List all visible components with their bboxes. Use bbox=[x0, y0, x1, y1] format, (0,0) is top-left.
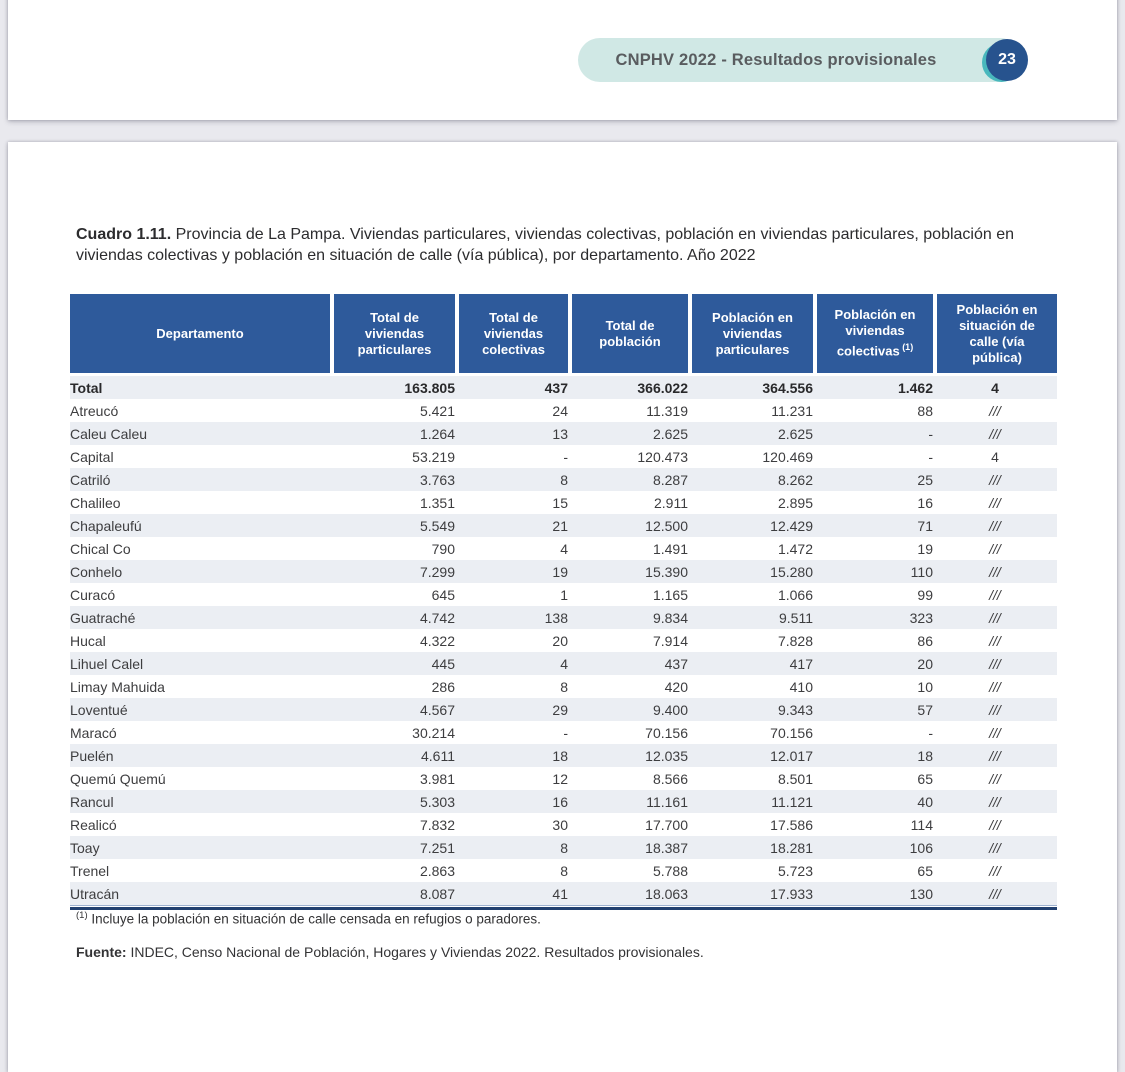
department-cell: Maracó bbox=[70, 724, 117, 741]
value-cell: /// bbox=[989, 540, 1001, 557]
value-cell: 5.788 bbox=[652, 862, 688, 879]
value-cell: 21 bbox=[552, 517, 568, 534]
column-header: Departamento bbox=[70, 294, 330, 376]
value-cell: 114 bbox=[910, 816, 933, 833]
value-cell: 4.322 bbox=[419, 632, 455, 649]
value-cell: 4 bbox=[991, 448, 999, 465]
document-page-top bbox=[8, 0, 1117, 120]
department-cell: Trenel bbox=[70, 862, 110, 879]
department-cell: Catriló bbox=[70, 471, 111, 488]
value-cell: /// bbox=[989, 678, 1001, 695]
value-cell: 41 bbox=[552, 885, 568, 902]
value-cell: 15.280 bbox=[770, 563, 813, 580]
value-cell: 18.387 bbox=[645, 839, 688, 856]
value-cell: /// bbox=[989, 517, 1001, 534]
department-cell: Caleu Caleu bbox=[70, 425, 148, 442]
department-cell: Chalileo bbox=[70, 494, 121, 511]
value-cell: 30 bbox=[552, 816, 568, 833]
table-row bbox=[70, 537, 1057, 560]
department-cell: Hucal bbox=[70, 632, 106, 649]
report-banner bbox=[578, 38, 1022, 82]
value-cell: 445 bbox=[431, 655, 455, 672]
value-cell: 13 bbox=[552, 425, 568, 442]
value-cell: 1.472 bbox=[777, 540, 813, 557]
value-cell: 286 bbox=[431, 678, 455, 695]
value-cell: 16 bbox=[917, 494, 933, 511]
column-header: Población en situación de calle (vía pública) bbox=[933, 294, 1057, 376]
department-cell: Capital bbox=[70, 448, 114, 465]
table-header-row bbox=[70, 294, 1057, 376]
value-cell: 7.299 bbox=[419, 563, 455, 580]
value-cell: /// bbox=[989, 839, 1001, 856]
value-cell: - bbox=[928, 448, 933, 465]
value-cell: 25 bbox=[917, 471, 933, 488]
value-cell: /// bbox=[989, 885, 1001, 902]
value-cell: 18.063 bbox=[645, 885, 688, 902]
value-cell: 1.351 bbox=[419, 494, 455, 511]
value-cell: 106 bbox=[909, 839, 933, 856]
table-row bbox=[70, 560, 1057, 583]
value-cell: 323 bbox=[909, 609, 933, 626]
value-cell: 11.319 bbox=[646, 402, 688, 419]
footnote-marker: (1) bbox=[76, 910, 88, 921]
value-cell: 4 bbox=[991, 379, 999, 396]
value-cell: 19 bbox=[917, 540, 933, 557]
value-cell: 71 bbox=[917, 517, 933, 534]
column-header: Total de viviendas particulares bbox=[330, 294, 455, 376]
department-cell: Conhelo bbox=[70, 563, 123, 580]
banner-title: CNPHV 2022 - Resultados provisionales bbox=[615, 50, 937, 69]
table-caption bbox=[76, 224, 1068, 266]
department-cell: Lihuel Calel bbox=[70, 655, 144, 672]
value-cell: 17.586 bbox=[770, 816, 813, 833]
value-cell: 8.087 bbox=[419, 885, 455, 902]
value-cell: 2.911 bbox=[654, 494, 688, 511]
table-caption-text: Provincia de La Pampa. Viviendas particulares, viviendas colectivas, población en viviendas particulares, población en viviendas colectivas y población en situación de calle (vía pública), por departamento. Año 2022 bbox=[76, 226, 1015, 264]
value-cell: 88 bbox=[917, 402, 933, 419]
value-cell: 4.611 bbox=[421, 747, 455, 764]
table-row bbox=[70, 882, 1057, 905]
value-cell: /// bbox=[989, 494, 1001, 511]
value-cell: 5.723 bbox=[777, 862, 813, 879]
value-cell: 3.981 bbox=[419, 770, 455, 787]
value-cell: 163.805 bbox=[404, 379, 455, 396]
value-cell: 15 bbox=[552, 494, 568, 511]
value-cell: 366.022 bbox=[637, 379, 688, 396]
value-cell: 2.895 bbox=[777, 494, 813, 511]
table-row bbox=[70, 514, 1057, 537]
value-cell: 9.343 bbox=[777, 701, 813, 718]
value-cell: 5.303 bbox=[419, 793, 455, 810]
value-cell: 645 bbox=[431, 586, 455, 603]
department-cell: Loventué bbox=[70, 701, 128, 718]
census-table bbox=[70, 294, 1057, 910]
value-cell: 5.549 bbox=[419, 517, 455, 534]
value-cell: 30.214 bbox=[412, 724, 455, 741]
department-cell: Puelén bbox=[70, 747, 114, 764]
column-header: Población en viviendas particulares bbox=[688, 294, 813, 376]
source-text: INDEC, Censo Nacional de Población, Hogares y Viviendas 2022. Resultados provisionales. bbox=[126, 944, 704, 960]
value-cell: 7.914 bbox=[652, 632, 688, 649]
value-cell: /// bbox=[989, 471, 1001, 488]
page-number: 23 bbox=[986, 39, 1028, 81]
value-cell: - bbox=[563, 724, 568, 741]
value-cell: 5.421 bbox=[419, 402, 455, 419]
value-cell: 110 bbox=[910, 563, 933, 580]
value-cell: 1.066 bbox=[777, 586, 813, 603]
table-row bbox=[70, 629, 1057, 652]
value-cell: 8 bbox=[560, 839, 568, 856]
table-row bbox=[70, 606, 1057, 629]
value-cell: 9.400 bbox=[652, 701, 688, 718]
value-cell: - bbox=[563, 448, 568, 465]
value-cell: 2.625 bbox=[777, 425, 813, 442]
table-row bbox=[70, 399, 1057, 422]
value-cell: 8 bbox=[560, 862, 568, 879]
value-cell: 18 bbox=[917, 747, 933, 764]
value-cell: 3.763 bbox=[419, 471, 455, 488]
value-cell: 4 bbox=[560, 655, 568, 672]
value-cell: 11.161 bbox=[646, 793, 688, 810]
department-cell: Limay Mahuida bbox=[70, 678, 165, 695]
value-cell: 11.231 bbox=[771, 402, 813, 419]
value-cell: 65 bbox=[917, 862, 933, 879]
value-cell: 11.121 bbox=[771, 793, 813, 810]
department-cell: Realicó bbox=[70, 816, 117, 833]
value-cell: 8.287 bbox=[652, 471, 688, 488]
value-cell: 437 bbox=[664, 655, 688, 672]
table-row bbox=[70, 445, 1057, 468]
value-cell: 7.828 bbox=[777, 632, 813, 649]
table-row bbox=[70, 767, 1057, 790]
value-cell: 1.491 bbox=[652, 540, 688, 557]
footnote bbox=[76, 910, 541, 927]
value-cell: 29 bbox=[552, 701, 568, 718]
table-row bbox=[70, 675, 1057, 698]
table-row bbox=[70, 721, 1057, 744]
value-cell: 7.832 bbox=[419, 816, 455, 833]
value-cell: /// bbox=[989, 816, 1001, 833]
value-cell: 1.165 bbox=[652, 586, 688, 603]
document-page-main bbox=[8, 142, 1117, 1072]
table-row bbox=[70, 836, 1057, 859]
value-cell: 420 bbox=[664, 678, 688, 695]
value-cell: 120.473 bbox=[637, 448, 688, 465]
department-cell: Guatraché bbox=[70, 609, 136, 626]
value-cell: 99 bbox=[917, 586, 933, 603]
table-row bbox=[70, 468, 1057, 491]
column-header: Total de viviendas colectivas bbox=[455, 294, 568, 376]
department-cell: Rancul bbox=[70, 793, 114, 810]
value-cell: 1.264 bbox=[419, 425, 455, 442]
value-cell: 417 bbox=[789, 655, 813, 672]
value-cell: 18.281 bbox=[770, 839, 813, 856]
value-cell: 120.469 bbox=[762, 448, 813, 465]
value-cell: 2.625 bbox=[652, 425, 688, 442]
value-cell: 17.700 bbox=[645, 816, 688, 833]
value-cell: 4.567 bbox=[419, 701, 455, 718]
value-cell: 130 bbox=[909, 885, 933, 902]
value-cell: /// bbox=[989, 632, 1001, 649]
column-header: Total de población bbox=[568, 294, 688, 376]
value-cell: /// bbox=[989, 770, 1001, 787]
value-cell: 57 bbox=[917, 701, 933, 718]
value-cell: /// bbox=[989, 586, 1001, 603]
value-cell: /// bbox=[989, 862, 1001, 879]
value-cell: 364.556 bbox=[762, 379, 813, 396]
table-caption-number: Cuadro 1.11. bbox=[76, 226, 172, 243]
footnote-text: Incluye la población en situación de calle censada en refugios o paradores. bbox=[87, 911, 541, 927]
value-cell: 24 bbox=[552, 402, 568, 419]
value-cell: 12.017 bbox=[770, 747, 813, 764]
value-cell: /// bbox=[989, 563, 1001, 580]
value-cell: /// bbox=[989, 425, 1001, 442]
value-cell: 53.219 bbox=[412, 448, 455, 465]
table-row bbox=[70, 790, 1057, 813]
value-cell: 15.390 bbox=[645, 563, 688, 580]
value-cell: 10 bbox=[917, 678, 933, 695]
value-cell: /// bbox=[989, 747, 1001, 764]
value-cell: 86 bbox=[917, 632, 933, 649]
value-cell: 20 bbox=[917, 655, 933, 672]
value-cell: 17.933 bbox=[770, 885, 813, 902]
department-cell: Chical Co bbox=[70, 540, 131, 557]
value-cell: /// bbox=[989, 609, 1001, 626]
value-cell: 4 bbox=[560, 540, 568, 557]
value-cell: 9.834 bbox=[652, 609, 688, 626]
table-row bbox=[70, 491, 1057, 514]
value-cell: 8.501 bbox=[777, 770, 813, 787]
department-cell: Quemú Quemú bbox=[70, 770, 166, 787]
value-cell: 8 bbox=[560, 471, 568, 488]
value-cell: 12.500 bbox=[645, 517, 688, 534]
value-cell: 20 bbox=[552, 632, 568, 649]
value-cell: 70.156 bbox=[770, 724, 813, 741]
value-cell: - bbox=[928, 425, 933, 442]
value-cell: 12.429 bbox=[770, 517, 813, 534]
value-cell: 437 bbox=[544, 379, 568, 396]
value-cell: 138 bbox=[544, 609, 568, 626]
value-cell: 8 bbox=[560, 678, 568, 695]
value-cell: 18 bbox=[552, 747, 568, 764]
value-cell: 16 bbox=[552, 793, 568, 810]
page-number-badge bbox=[982, 38, 1028, 83]
value-cell: /// bbox=[989, 701, 1001, 718]
table-row bbox=[70, 859, 1057, 882]
value-cell: 12.035 bbox=[645, 747, 688, 764]
source-line bbox=[76, 944, 704, 960]
table-row bbox=[70, 698, 1057, 721]
value-cell: 790 bbox=[431, 540, 455, 557]
department-cell: Toay bbox=[70, 839, 100, 856]
value-cell: 7.251 bbox=[419, 839, 455, 856]
source-label: Fuente: bbox=[76, 944, 127, 960]
value-cell: /// bbox=[989, 655, 1001, 672]
table-row bbox=[70, 744, 1057, 767]
value-cell: 8.262 bbox=[777, 471, 813, 488]
value-cell: /// bbox=[989, 793, 1001, 810]
department-cell: Utracán bbox=[70, 885, 120, 902]
value-cell: 70.156 bbox=[645, 724, 688, 741]
value-cell: 65 bbox=[917, 770, 933, 787]
value-cell: 2.863 bbox=[419, 862, 455, 879]
table-row bbox=[70, 376, 1057, 399]
column-header: Población en viviendas colectivas $^{(1)}$ bbox=[813, 294, 933, 376]
value-cell: 4.742 bbox=[419, 609, 455, 626]
value-cell: /// bbox=[989, 402, 1001, 419]
value-cell: 8.566 bbox=[652, 770, 688, 787]
value-cell: /// bbox=[989, 724, 1001, 741]
table-row bbox=[70, 422, 1057, 445]
value-cell: 40 bbox=[917, 793, 933, 810]
department-cell: Atreucó bbox=[70, 402, 119, 419]
department-cell: Curacó bbox=[70, 586, 116, 603]
table-row bbox=[70, 583, 1057, 606]
department-cell: Chapaleufú bbox=[70, 517, 142, 534]
value-cell: 19 bbox=[552, 563, 568, 580]
value-cell: - bbox=[928, 724, 933, 741]
department-cell: Total bbox=[70, 379, 103, 396]
value-cell: 1 bbox=[560, 586, 568, 603]
value-cell: 12 bbox=[552, 770, 568, 787]
value-cell: 410 bbox=[789, 678, 813, 695]
table-row bbox=[70, 652, 1057, 675]
value-cell: 1.462 bbox=[897, 379, 933, 396]
table-row bbox=[70, 813, 1057, 836]
value-cell: 9.511 bbox=[779, 609, 813, 626]
